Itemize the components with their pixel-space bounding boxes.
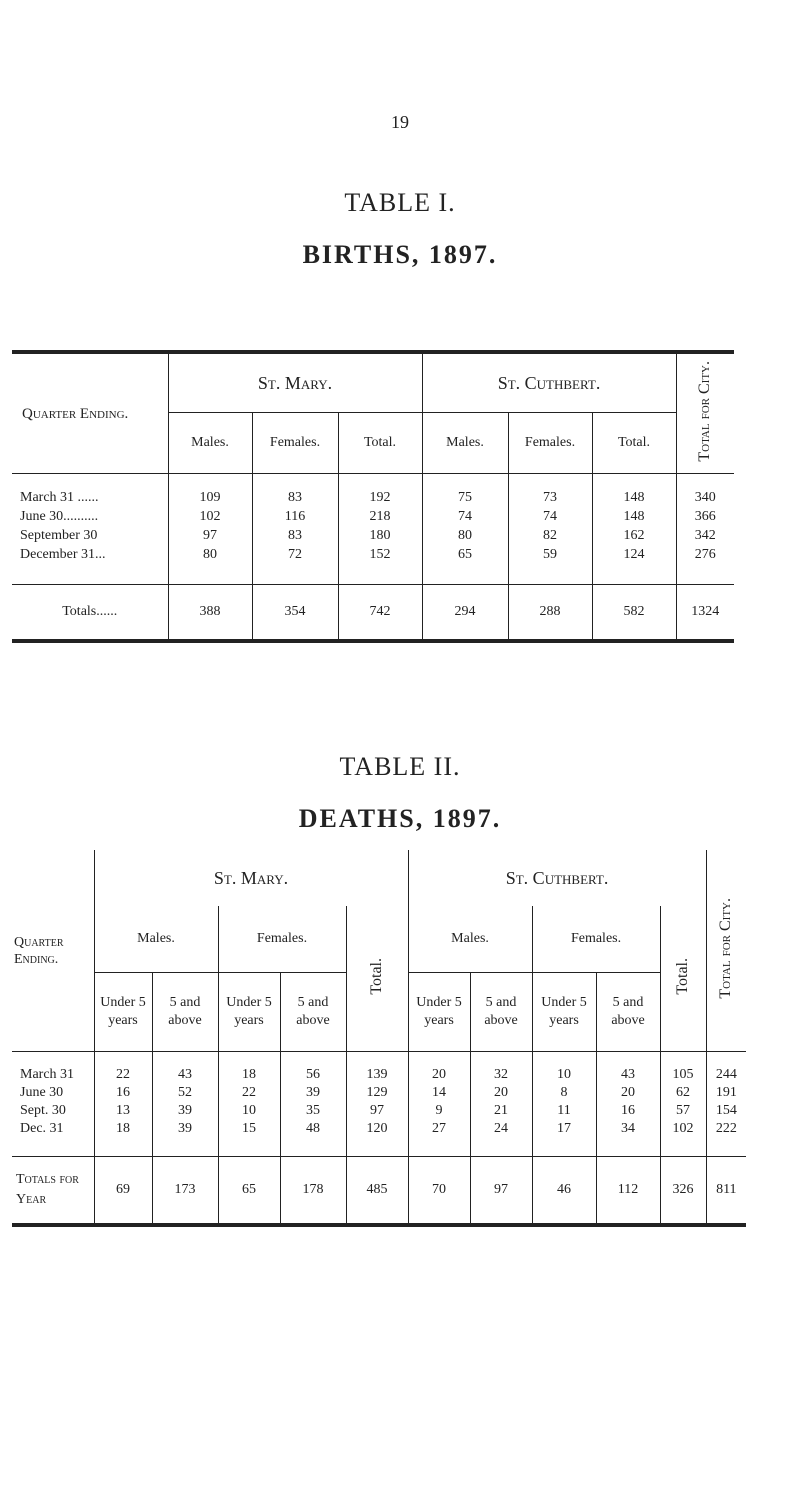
cell: 112 [596,1157,660,1226]
cell: 72 [252,545,338,564]
table-row [12,1084,746,1102]
table-row [12,1102,746,1120]
cell: 15 [218,1120,280,1138]
st-cuthbert-males-header: Males. [422,413,508,474]
cell: 24 [470,1120,532,1138]
cell: 73 [508,488,592,507]
cell: 39 [152,1120,218,1138]
cell: 102 [168,507,252,526]
page-number: 19 [391,112,409,132]
st-mary-header: St. Mary. [94,850,408,906]
table2-subtitle: DEATHS, 1897. [298,804,502,833]
st-mary-total-header: Total. [338,413,422,474]
table1-subtitle: BIRTHS, 1897. [302,240,498,269]
cell: 582 [592,585,676,642]
cell: 129 [346,1084,408,1102]
cell: 16 [596,1102,660,1120]
cell: 48 [280,1120,346,1138]
st-cuthbert-females-header: Females. [508,413,592,474]
row-label: March 31 ...... [12,488,168,507]
cell: 39 [152,1102,218,1120]
st-mary-females-header: Females. [252,413,338,474]
cell: 244 [715,1067,737,1082]
cell: 102 [660,1120,706,1138]
st-cuthbert-females-header: Females. [532,906,660,973]
cell: 180 [338,526,422,545]
row-label: Totals for Year [12,1157,94,1226]
cell: 105 [660,1066,706,1084]
row-label: June 30.......... [12,507,168,526]
cell: 388 [168,585,252,642]
cell: 17 [532,1120,596,1138]
quarter-ending-header: Quarter Ending. [12,850,94,1052]
table-row [12,545,734,564]
row-label: June 30 [12,1084,94,1102]
table-row [12,1066,746,1084]
cell: 13 [94,1102,152,1120]
under-5-header: Under 5 years [532,973,596,1052]
table1-title: TABLE I. [344,188,456,217]
cell: 10 [218,1102,280,1120]
cell: 178 [280,1157,346,1226]
cell: 288 [508,585,592,642]
cell: 191 [715,1085,737,1100]
5-and-above-header: 5 and above [470,973,532,1052]
5-and-above-header: 5 and above [596,973,660,1052]
cell: 27 [408,1120,470,1138]
cell: 366 [694,508,716,524]
st-cuthbert-header: St. Cuthbert. [408,850,706,906]
cell: 83 [252,488,338,507]
cell: 9 [408,1102,470,1120]
under-5-header: Under 5 years [94,973,152,1052]
total-for-city-header: Total for City. [676,352,734,474]
cell: 43 [152,1066,218,1084]
cell: 154 [715,1103,737,1118]
st-mary-males-header: Males. [94,906,218,973]
cell: 162 [592,526,676,545]
row-label: Totals...... [12,585,168,642]
cell: 294 [422,585,508,642]
row-label: Sept. 30 [12,1102,94,1120]
cell: 57 [660,1102,706,1120]
births-totals-row [12,585,734,642]
st-mary-males-header: Males. [168,413,252,474]
cell: 65 [218,1157,280,1226]
cell: 116 [252,507,338,526]
cell: 148 [592,507,676,526]
cell: 124 [592,545,676,564]
cell: 742 [338,585,422,642]
cell: 52 [152,1084,218,1102]
cell: 43 [596,1066,660,1084]
under-5-header: Under 5 years [218,973,280,1052]
cell: 218 [338,507,422,526]
cell: 20 [470,1084,532,1102]
cell: 83 [252,526,338,545]
cell: 340 [694,489,716,505]
births-table [12,350,734,643]
cell: 62 [660,1084,706,1102]
cell: 75 [422,488,508,507]
cell: 34 [596,1120,660,1138]
table-row [12,1120,746,1138]
table-row [12,526,734,545]
st-cuthbert-total-header: Total. [592,413,676,474]
cell: 8 [532,1084,596,1102]
cell: 69 [94,1157,152,1226]
cell: 326 [660,1157,706,1226]
quarter-ending-header: Quarter Ending. [12,352,168,474]
st-cuthbert-total-header: Total. [660,906,706,1052]
cell: 80 [168,545,252,564]
cell: 139 [346,1066,408,1084]
table-row [12,507,734,526]
cell: 46 [532,1157,596,1226]
cell: 18 [94,1120,152,1138]
cell: 10 [532,1066,596,1084]
cell: 22 [218,1084,280,1102]
cell: 39 [280,1084,346,1102]
cell: 11 [532,1102,596,1120]
cell: 56 [280,1066,346,1084]
table-row [12,488,734,507]
cell: 152 [338,545,422,564]
cell: 192 [338,488,422,507]
cell: 20 [596,1084,660,1102]
cell: 485 [346,1157,408,1226]
st-mary-females-header: Females. [218,906,346,973]
cell: 35 [280,1102,346,1120]
row-label: Dec. 31 [12,1120,94,1138]
cell: 21 [470,1102,532,1120]
cell: 97 [470,1157,532,1226]
cell: 276 [694,546,716,562]
cell: 342 [694,527,716,543]
cell: 811 [706,1157,746,1226]
cell: 120 [346,1120,408,1138]
total-for-city-header: Total for City. [706,850,746,1052]
cell: 18 [218,1066,280,1084]
cell: 74 [508,507,592,526]
cell: 74 [422,507,508,526]
cell: 20 [408,1066,470,1084]
under-5-header: Under 5 years [408,973,470,1052]
cell: 109 [168,488,252,507]
cell: 59 [508,545,592,564]
cell: 222 [715,1121,737,1136]
cell: 14 [408,1084,470,1102]
cell: 16 [94,1084,152,1102]
st-cuthbert-header: St. Cuthbert. [422,352,676,413]
cell: 173 [152,1157,218,1226]
cell: 70 [408,1157,470,1226]
5-and-above-header: 5 and above [280,973,346,1052]
cell: 354 [252,585,338,642]
cell: 1324 [676,585,734,642]
deaths-totals-row [12,1157,746,1226]
cell: 32 [470,1066,532,1084]
5-and-above-header: 5 and above [152,973,218,1052]
row-label: December 31... [12,545,168,564]
row-label: March 31 [12,1066,94,1084]
cell: 148 [592,488,676,507]
row-label: September 30 [12,526,168,545]
cell: 65 [422,545,508,564]
deaths-table [12,850,746,1227]
cell: 22 [94,1066,152,1084]
cell: 80 [422,526,508,545]
st-mary-header: St. Mary. [168,352,422,413]
st-mary-total-header: Total. [346,906,408,1052]
cell: 82 [508,526,592,545]
cell: 97 [346,1102,408,1120]
table2-title: TABLE II. [339,752,461,781]
st-cuthbert-males-header: Males. [408,906,532,973]
cell: 97 [168,526,252,545]
